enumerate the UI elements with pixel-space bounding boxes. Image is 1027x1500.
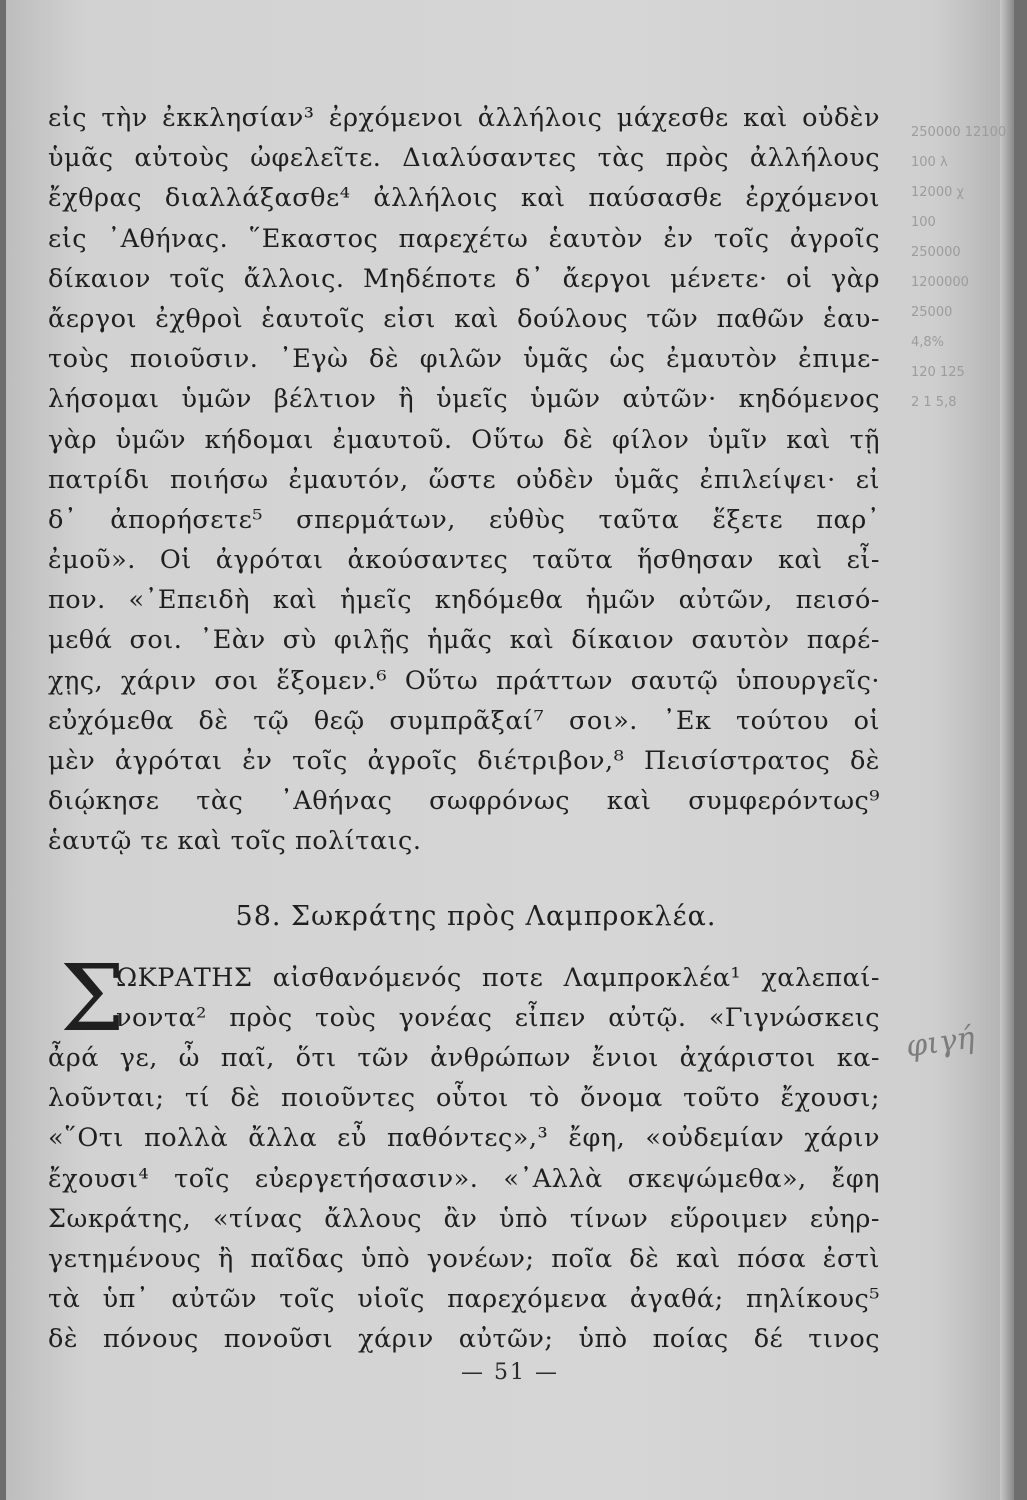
margin-note: 4,8%: [911, 335, 945, 350]
text-line: ἐμοῦ». Οἱ ἀγρόται ἀκούσαντες ταῦτα ἥσθησαν καὶ εἶ-: [48, 545, 880, 576]
text-line: μεθά σοι. ᾿Εὰν σὺ φιλῇς ἡμᾶς καὶ δίκαιον σαυτὸν παρέ-: [48, 625, 880, 656]
text-line: εἰς τὴν ἐκκλησίαν³ ἐρχόμενοι ἀλλήλοις μάχεσθε καὶ οὐδὲν: [48, 103, 880, 133]
margin-note: 25000: [911, 305, 953, 320]
text-line: εὐχόμεθα δὲ τῷ θεῷ συμπρᾶξαί⁷ σοι». ᾿Εκ τούτου οἱ: [48, 705, 880, 736]
text-line: λοῦνται; τί δὲ ποιοῦντες οὗτοι τὸ ὄνομα τοῦτο ἔχουσι;: [48, 1083, 880, 1114]
text-line: ἔχουσι⁴ τοῖς εὐεργετήσασιν». «᾿Αλλὰ σκεψώμεθα», ἔφη: [48, 1163, 880, 1194]
text-line: πατρίδι ποιήσω ἐμαυτόν, ὥστε οὐδὲν ὑμᾶς ἐπιλείψει· εἰ: [48, 464, 880, 495]
drop-cap: Σ: [60, 944, 126, 1052]
section-heading: 58. Σωκράτης πρὸς Λαμπροκλέα.: [235, 900, 717, 932]
text-line: γετημένους ἢ παῖδας ὑπὸ γονέων; ποῖα δὲ καὶ πόσα ἐστὶ: [48, 1243, 880, 1274]
margin-pencil-notes: [911, 118, 1011, 418]
margin-note: 12000 χ: [911, 185, 964, 200]
text-line: διῴκησε τὰς ᾿Αθήνας σωφρόνως καὶ συμφερόντως⁹: [48, 786, 880, 817]
paragraph-bottom: [48, 944, 880, 1360]
margin-note: 250000 12100: [911, 125, 1007, 140]
text-line: ἆρά γε, ὦ παῖ, ὅτι τῶν ἀνθρώπων ἔνιοι ἀχάριστοι κα-: [48, 1042, 880, 1073]
text-line: λήσομαι ὑμῶν βέλτιον ἢ ὑμεῖς ὑμῶν αὐτῶν· κηδόμενος: [48, 384, 880, 415]
margin-note: 1200000: [911, 275, 969, 290]
text-line: ἑαυτῷ τε καὶ τοῖς πολίταις.: [48, 826, 422, 857]
page-text: [48, 98, 880, 1359]
text-line: ΩΚΡΑΤΗΣ αἰσθανόμενός ποτε Λαμπροκλέα¹ χαλεπαί-: [116, 962, 880, 993]
text-line: τὰ ὑπ᾿ αὐτῶν τοῖς υἱοῖς παρεχόμενα ἀγαθά; πηλίκους⁵: [48, 1284, 880, 1315]
book-page: [6, 0, 1014, 1500]
text-line: χῃς, χάριν σοι ἕξομεν.⁶ Οὕτω πράττων σαυτῷ ὑπουργεῖς·: [48, 665, 880, 696]
text-line: εἰς ᾿Αθήνας. ῞Εκαστος παρεχέτω ἑαυτὸν ἐν τοῖς ἀγροῖς: [48, 223, 880, 254]
text-line: ἔχθρας διαλλάξασθε⁴ ἀλλήλοις καὶ παύσασθε ἐρχόμενοι: [48, 183, 880, 214]
page-number: — 51 —: [461, 1360, 559, 1385]
text-line: πον. «᾿Επειδὴ καὶ ἡμεῖς κηδόμεθα ἡμῶν αὐτῶν, πεισό-: [48, 585, 880, 616]
text-line: δὲ πόνους πονοῦσι χάριν αὐτῶν; ὑπὸ ποίας δέ τινος: [48, 1324, 880, 1355]
text-line: τοὺς ποιοῦσιν. ᾿Εγὼ δὲ φιλῶν ὑμᾶς ὡς ἐμαυτὸν ἐπιμε-: [48, 344, 880, 375]
text-line: νοντα² πρὸς τοὺς γονέας εἶπεν αὐτῷ. «Γιγνώσκεις: [116, 1002, 880, 1033]
margin-note: 250000: [911, 245, 961, 260]
text-line: μὲν ἀγρόται ἐν τοῖς ἀγροῖς διέτριβον,⁸ Πεισίστρατος δὲ: [48, 746, 880, 776]
text-line: δ᾿ ἀπορήσετε⁵ σπερμάτων, εὐθὺς ταῦτα ἕξετε παρ᾿: [48, 504, 880, 535]
text-line: Σωκράτης, «τίνας ἄλλους ἂν ὑπὸ τίνων εὕροιμεν εὐηρ-: [48, 1203, 880, 1234]
paragraph-top: [48, 98, 880, 862]
margin-note: 120 125: [911, 365, 965, 380]
text-line: δίκαιον τοῖς ἄλλοις. Μηδέποτε δ᾿ ἄεργοι μένετε· οἱ γὰρ: [48, 263, 880, 294]
margin-note: 100: [911, 215, 936, 230]
handwritten-note: φιγή: [903, 1020, 977, 1065]
text-line: ὑμᾶς αὐτοὺς ὠφελεῖτε. Διαλύσαντες τὰς πρὸς ἀλλήλους: [48, 143, 880, 174]
margin-note: 100 λ: [911, 155, 948, 170]
text-line: ἄεργοι ἐχθροὶ ἑαυτοῖς εἰσι καὶ δούλους τῶν παθῶν ἑαυ-: [48, 303, 880, 334]
text-line: γὰρ ὑμῶν κήδομαι ἐμαυτοῦ. Οὕτω δὲ φίλον ὑμῖν καὶ τῇ: [48, 424, 880, 455]
margin-note: 2 1 5,8: [911, 395, 957, 410]
text-line: «῞Οτι πολλὰ ἄλλα εὖ παθόντες»,³ ἔφη, «οὐδεμίαν χάριν: [48, 1123, 880, 1154]
